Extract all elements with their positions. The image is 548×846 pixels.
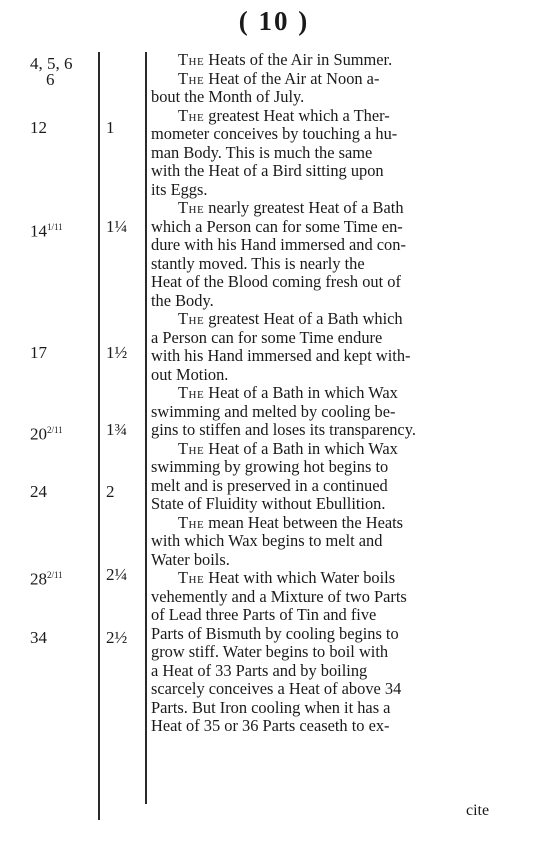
text-line: The Heat with which Water boils (178, 569, 396, 587)
text-line: swimming and melted by cooling be- (151, 402, 396, 421)
text-line: Parts of Bismuth by cooling begins to (151, 624, 399, 643)
text-line: a Heat of 33 Parts and by boiling (151, 661, 368, 680)
text-line: the Body. (151, 291, 214, 310)
ratio-value: 1½ (106, 343, 128, 362)
text-line: which a Person can for some Time en- (151, 217, 403, 236)
ratio-value: 2¼ (106, 565, 128, 584)
degree-value: 24 (30, 482, 47, 501)
text-line: mometer conceives by touching a hu- (151, 125, 398, 143)
degree-value: 17 (30, 343, 47, 362)
text-line: Heat of 35 or 36 Parts ceaseth to ex- (151, 717, 390, 735)
text-line: with which Wax begins to melt and (151, 532, 383, 550)
text-line: dure with his Hand immersed and con- (151, 236, 406, 254)
text-line: scarcely conceives a Heat of above 34 (151, 680, 402, 698)
column-rule-left (98, 52, 100, 820)
text-line: Parts. But Iron cooling when it has a (151, 698, 391, 717)
text-line: The Heats of the Air in Summer. (178, 51, 393, 69)
text-line: with his Hand immersed and kept with- (151, 347, 411, 365)
text-line: The Heat of a Bath in which Wax (178, 384, 398, 402)
text-line: a Person can for some Time endure (151, 328, 383, 347)
text-line: The nearly greatest Heat of a Bath (178, 199, 404, 217)
text-line: of Lead three Parts of Tin and five (151, 606, 377, 624)
text-line: with the Heat of a Bird sitting upon (151, 162, 384, 180)
text-line: Heat of the Blood coming fresh out of (151, 273, 401, 291)
ratio-value: 2 (106, 482, 115, 501)
description-text (151, 51, 521, 736)
text-line: grow stiff. Water begins to boil with (151, 643, 389, 661)
text-line: Water boils. (151, 550, 230, 569)
text-line: bout the Month of July. (151, 88, 305, 106)
text-line: stantly moved. This is nearly the (151, 254, 365, 273)
text-line: gins to stiffen and loses its transparency. (151, 421, 416, 439)
degree-value: $20^{2/11}$ (30, 424, 63, 444)
text-line: its Eggs. (151, 180, 208, 199)
degree-value: 12 (30, 118, 47, 137)
ratio-value: 1¾ (106, 420, 128, 439)
text-line: State of Fluidity without Ebullition. (151, 495, 386, 513)
ratio-value: 2½ (106, 628, 128, 647)
catchword: cite (466, 802, 490, 819)
ratio-value: 1¼ (106, 217, 128, 236)
text-line: The greatest Heat of a Bath which (178, 310, 403, 328)
text-line: melt and is preserved in a continued (151, 476, 388, 495)
page-number: ( 10 ) (238, 6, 310, 36)
text-line: The Heat of the Air at Noon a- (178, 69, 380, 88)
text-line: vehemently and a Mixture of two Parts (151, 587, 407, 606)
text-line: The greatest Heat which a Ther- (178, 106, 390, 125)
ratio-value: 1 (106, 118, 115, 137)
text-line: The Heat of a Bath in which Wax (178, 439, 398, 458)
degree-value: 34 (30, 628, 47, 647)
text-line: man Body. This is much the same (151, 143, 373, 162)
degree-value: $14^{1/11}$ (30, 221, 63, 241)
degree-value: 6 (46, 70, 55, 89)
text-line: The mean Heat between the Heats (178, 513, 404, 532)
column-rule-right (145, 52, 147, 804)
degree-value: 4, 5, 6 (30, 54, 73, 73)
degree-value: $28^{2/11}$ (30, 569, 63, 589)
text-line: out Motion. (151, 365, 229, 384)
text-line: swimming by growing hot begins to (151, 458, 389, 476)
